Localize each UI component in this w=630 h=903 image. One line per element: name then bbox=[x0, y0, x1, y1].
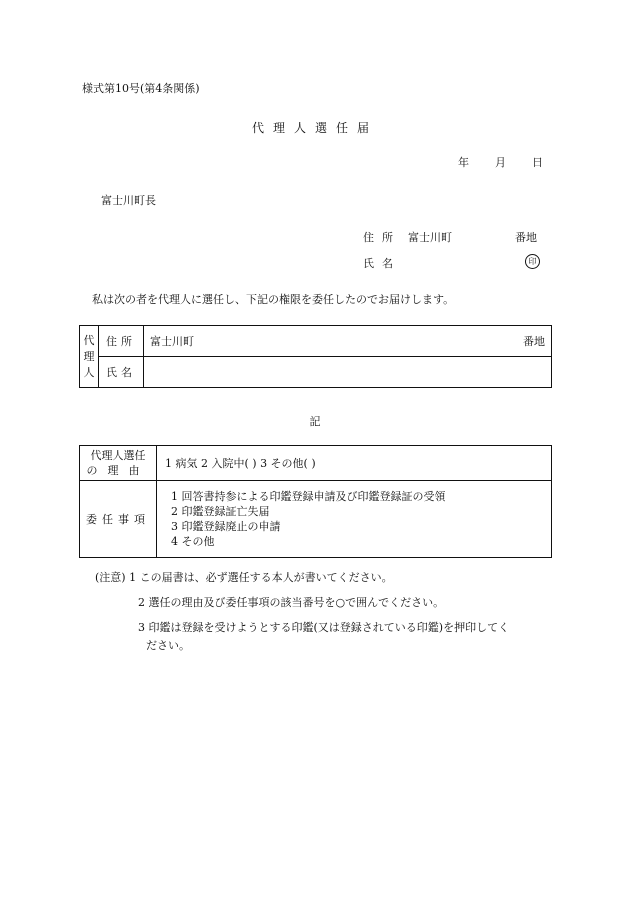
agent-side-char: 代 bbox=[83, 333, 95, 347]
matter-item[interactable]: 2 印鑑登録証亡失届 bbox=[171, 505, 270, 518]
note-3: 3 印鑑は登録を受けようとする印鑑(又は登録されている印鑑)を押印してく bbox=[138, 621, 510, 634]
seal-icon: 印 bbox=[525, 254, 540, 269]
date-year: 年 bbox=[458, 156, 469, 169]
document-title: 代理人選任届 bbox=[251, 121, 378, 135]
agent-side-label bbox=[80, 326, 99, 388]
matter-item[interactable]: 1 回答書持参による印鑑登録申請及び印鑑登録証の受領 bbox=[171, 490, 446, 503]
details-table bbox=[79, 445, 552, 558]
agent-name-field[interactable] bbox=[144, 357, 552, 388]
date-line bbox=[458, 154, 543, 170]
date-day: 日 bbox=[532, 156, 543, 169]
agent-side-char: 理 bbox=[83, 349, 95, 363]
agent-address-town: 富士川町 bbox=[150, 335, 194, 348]
reason-label-line1: 代理人選任 bbox=[90, 449, 146, 462]
agent-address-field[interactable] bbox=[144, 326, 552, 357]
date-month: 月 bbox=[495, 156, 506, 169]
addressee: 富士川町長 bbox=[101, 194, 156, 207]
agent-table bbox=[79, 325, 552, 388]
matters-list bbox=[157, 481, 552, 558]
applicant-address-town: 富士川町 bbox=[408, 231, 452, 244]
applicant-name-label: 氏名 bbox=[363, 257, 401, 270]
reason-label bbox=[80, 446, 157, 481]
agent-address-label: 住所 bbox=[99, 326, 144, 357]
agent-name-label: 氏名 bbox=[99, 357, 144, 388]
note-2: 2 選任の理由及び委任事項の該当番号を○で囲んでください。 bbox=[138, 596, 445, 609]
note-1: (注意) 1 この届書は、必ず選任する本人が書いてください。 bbox=[95, 571, 393, 584]
matter-item[interactable]: 3 印鑑登録廃止の申請 bbox=[171, 520, 281, 533]
applicant-address-suffix: 番地 bbox=[515, 231, 537, 244]
reason-options[interactable]: 1 病気 2 入院中( ) 3 その他( ) bbox=[157, 446, 552, 481]
matter-item[interactable]: 4 その他 bbox=[171, 535, 215, 548]
reason-label-line2: の理由 bbox=[86, 464, 150, 477]
agent-address-suffix: 番地 bbox=[523, 335, 545, 348]
agent-side-char: 人 bbox=[83, 365, 95, 379]
ki-mark: 記 bbox=[309, 415, 321, 428]
note-3-continuation: ださい。 bbox=[146, 639, 190, 652]
statement: 私は次の者を代理人に選任し、下記の権限を委任したのでお届けします。 bbox=[92, 293, 455, 306]
form-number: 様式第10号(第4条関係) bbox=[82, 82, 200, 95]
applicant-address-label: 住所 bbox=[363, 231, 401, 244]
matters-label: 委任事項 bbox=[80, 481, 157, 558]
